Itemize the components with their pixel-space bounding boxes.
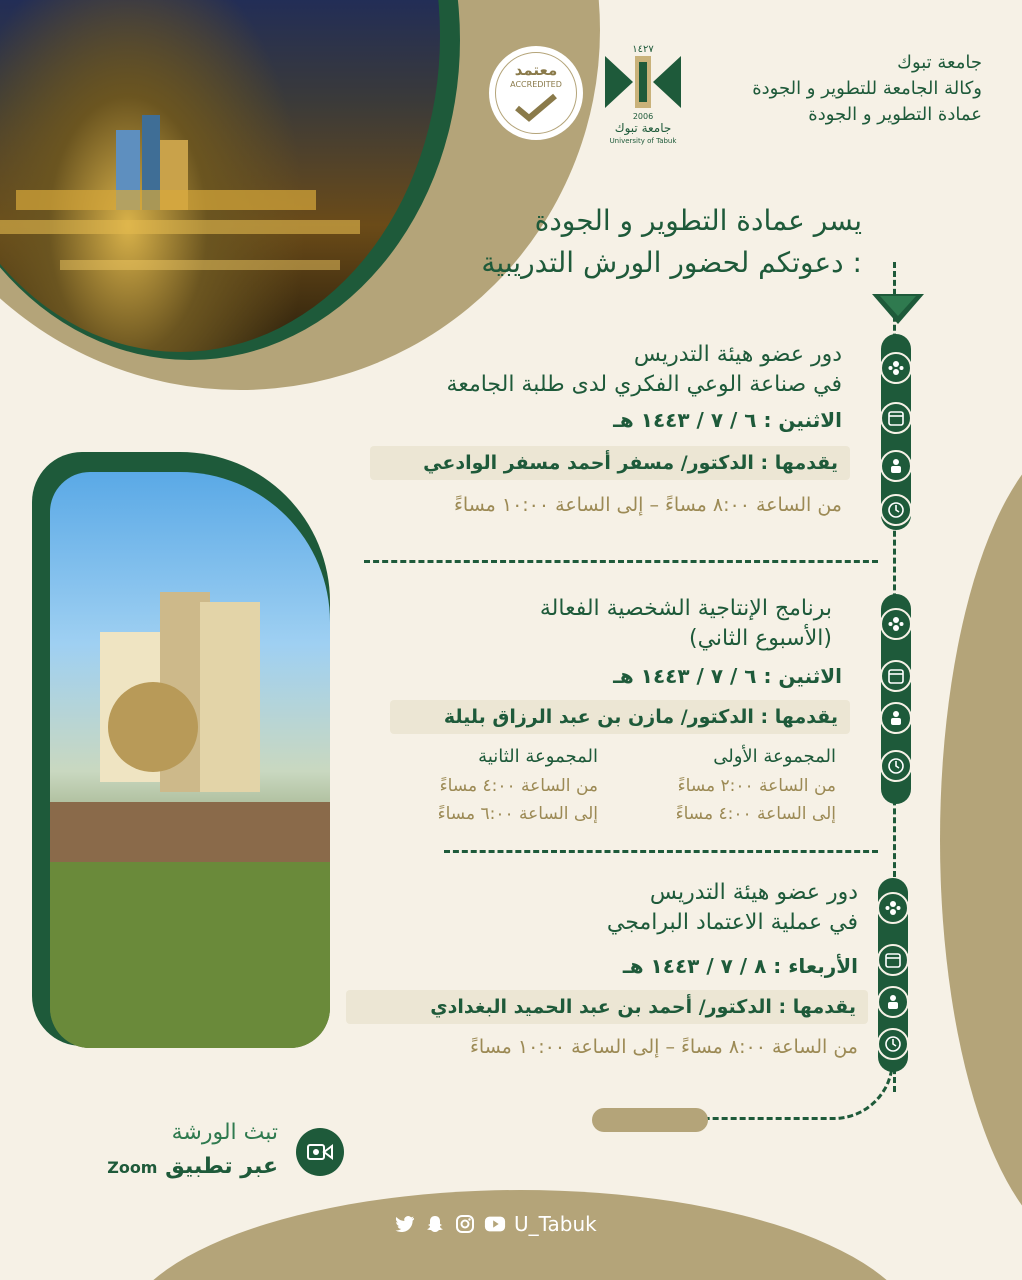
timeline-end-pill [592,1108,708,1132]
workshop-3-title: دور عضو هيئة التدريس في عملية الاعتماد البرامجي [606,880,858,935]
workshop-3-time: من الساعة ٨:٠٠ مساءً – إلى الساعة ١٠:٠٠ مساءً [469,1036,858,1058]
building-photo [50,472,330,1048]
invitation-line-1: يسر عمادة التطوير و الجودة [534,204,862,237]
calendar-icon [880,402,912,434]
presenter-icon [880,702,912,734]
agency-name: وكالة الجامعة للتطوير و الجودة [752,78,982,99]
twitter-icon[interactable] [394,1213,416,1235]
instagram-icon[interactable] [454,1213,476,1235]
broadcast-label: تبث الورشة [171,1120,278,1145]
group-2-title: المجموعة الثانية [478,746,598,767]
group-1-from: من الساعة ٢:٠٠ مساءً [677,776,836,796]
social-handle[interactable]: U_Tabuk [514,1212,597,1236]
workshop-3-presenter: يقدمها : الدكتور/ أحمد بن عبد الحميد البغدادي [346,990,868,1024]
workshop-1-date: الاثنين : ٦ / ٧ / ١٤٤٣ هـ [613,408,842,432]
university-name: جامعة تبوك [897,52,982,73]
svg-text:2006: 2006 [632,112,654,121]
clock-icon [877,1028,909,1060]
calendar-icon [877,944,909,976]
calendar-icon [880,660,912,692]
accredited-seal: معتمد ACCREDITED [487,44,585,142]
clock-icon [880,494,912,526]
broadcast-app [107,1154,278,1179]
workshop-1-title: دور عضو هيئة التدريس في صناعة الوعي الفكري لدى طلبة الجامعة [446,342,842,397]
clock-icon [880,750,912,782]
workshop-2-title: برنامج الإنتاجية الشخصية الفعالة (الأسبوع الثاني) [539,596,832,651]
bg-shape-right [940,430,1022,1250]
social-links [394,1212,597,1236]
svg-text:١٤٢٧: ١٤٢٧ [632,44,654,55]
presenter-icon [877,986,909,1018]
snapchat-icon[interactable] [424,1213,446,1235]
university-header [652,50,982,128]
invitation-line-2: دعوتكم لحضور الورش التدريبية : [481,246,862,279]
university-logo [603,42,683,146]
section-divider [364,560,878,563]
workshop-1-presenter: يقدمها : الدكتور/ مسفر أحمد مسفر الوادعي [370,446,850,480]
invitation-title [402,200,862,284]
video-camera-icon [296,1128,344,1176]
group-1-title: المجموعة الأولى [713,746,836,767]
presenter-icon [880,450,912,482]
workshop-1-time: من الساعة ٨:٠٠ مساءً – إلى الساعة ١٠:٠٠ مساءً [453,494,842,516]
group-2-from: من الساعة ٤:٠٠ مساءً [439,776,598,796]
group-2-to: إلى الساعة ٦:٠٠ مساءً [437,804,598,824]
group-1-to: إلى الساعة ٤:٠٠ مساءً [675,804,836,824]
youtube-icon[interactable] [484,1213,506,1235]
people-icon [880,608,912,640]
workshop-2-date: الاثنين : ٦ / ٧ / ١٤٤٣ هـ [613,664,842,688]
section-divider [444,850,878,853]
broadcast-via: عبر تطبيق [165,1154,278,1179]
svg-text:University of Tabuk: University of Tabuk [609,137,677,145]
deanship-name: عمادة التطوير و الجودة [808,104,982,125]
workshop-3-date: الأربعاء : ٨ / ٧ / ١٤٤٣ هـ [622,954,858,978]
people-icon [880,352,912,384]
people-icon [877,892,909,924]
broadcast-app-name: Zoom [107,1158,158,1177]
timeline-end-curve [700,1020,894,1120]
workshop-2-presenter: يقدمها : الدكتور/ مازن بن عبد الرزاق بليلة [390,700,850,734]
svg-text:جامعة تبوك: جامعة تبوك [614,121,672,135]
